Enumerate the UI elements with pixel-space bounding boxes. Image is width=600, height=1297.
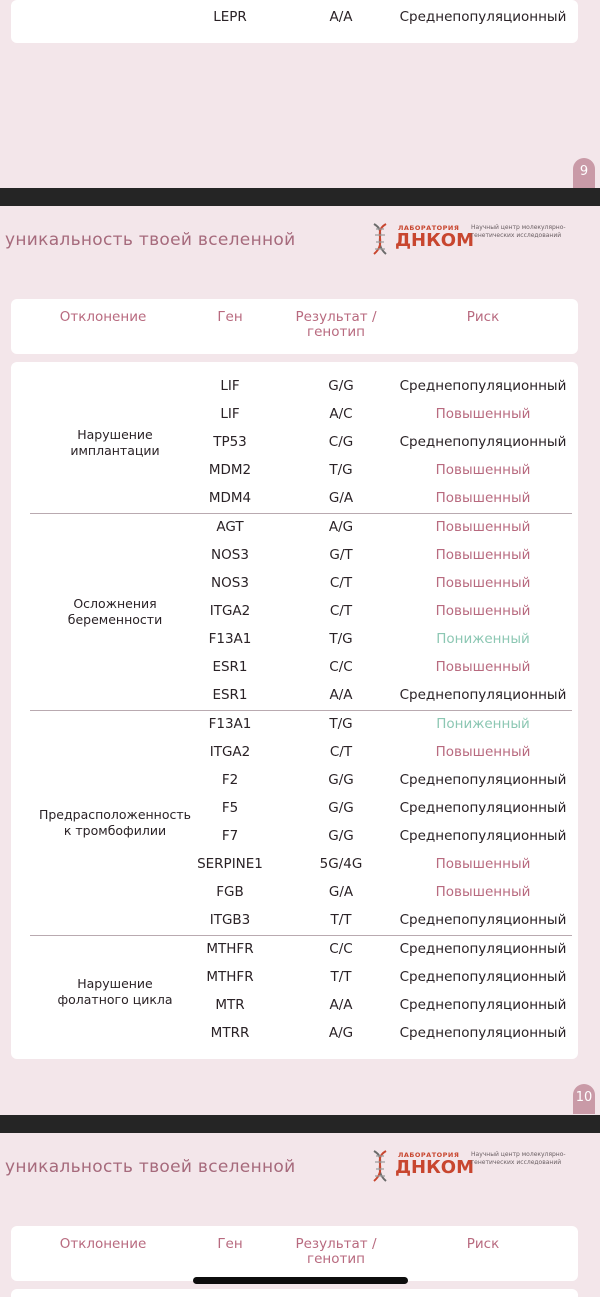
page-separator [0, 1115, 600, 1133]
logo-lab-text: ЛАБОРАТОРИЯ [398, 1151, 460, 1159]
header-result-line2: генотип [307, 1251, 365, 1267]
header-risk: Риск [466, 309, 500, 325]
lab-logo [368, 222, 568, 262]
header-gene: Ген [217, 1236, 243, 1252]
header-gene: Ген [217, 309, 243, 325]
page-slogan: уникальность твоей вселенной [5, 1157, 296, 1177]
header-deviation: Отклонение [59, 1236, 147, 1252]
page-number-badge: 10 [573, 1084, 595, 1114]
group-label: Предрасположенность к тромбофилии [38, 807, 192, 838]
group-divider [30, 710, 572, 711]
group-divider [30, 935, 572, 936]
logo-subtitle: Научный центр молекулярно-генетических исследований [471, 224, 566, 239]
home-indicator[interactable] [193, 1277, 408, 1284]
header-risk: Риск [466, 1236, 500, 1252]
logo-brand-text: ДНКОМ [395, 230, 475, 251]
page-number-badge: 9 [573, 158, 595, 188]
group-label: Нарушение фолатного цикла [57, 976, 173, 1007]
page-slogan: уникальность твоей вселенной [5, 230, 296, 250]
logo-lab-text: ЛАБОРАТОРИЯ [398, 224, 460, 232]
result-cell: A/A [329, 9, 353, 25]
group-label: Нарушение имплантации [70, 427, 160, 458]
header-deviation: Отклонение [59, 309, 147, 325]
table-header-card [11, 299, 578, 354]
logo-subtitle: Научный центр молекулярно-генетических исследований [471, 1151, 566, 1166]
group-divider [30, 513, 572, 514]
header-result-line1: Результат / [295, 309, 377, 325]
header-result-line2: генотип [307, 324, 365, 340]
risk-cell: Среднепопуляционный [399, 9, 567, 25]
dna-icon [368, 222, 394, 256]
lab-logo [368, 1149, 568, 1189]
previous-table-card [11, 0, 578, 43]
page-separator [0, 188, 600, 206]
dna-icon [368, 1149, 394, 1183]
logo-brand-text: ДНКОМ [395, 1157, 475, 1178]
header-result-line1: Результат / [295, 1236, 377, 1252]
gene-cell: LEPR [213, 9, 247, 25]
table-body-card: Нарушение имплантации LIF G/G Среднепопуляционный LIF A/C Повышенный TP53 C/G Среднепопуляционный MDM2 T/G Повышенный MDM4 G/A Повышенный Осложнения беременности AGT A/G Повышенный NOS3 G/T Повышенный NOS3 C/T Повышенный ITGA2 C/T Повышенный F13A1 T/G Пониженный ESR1 C/C Повышенный ESR1 A/A Среднепопуляционный Предрасположенность к тромбофилии F13A1 T/G Пониженный ITGA2 C/T Повышенный F2 G/G Среднепопуляционный F5 G/G Среднепопуляционный F7 G/G Среднепопуляционный SERPINE1 5G/4G Повышенный FGB G/A Повышенный ITGB3 T/T Среднепопуляционный Нарушение фолатного цикла MTHFR C/C Среднепопуляционный MTHFR T/T Среднепопуляционный MTR A/A Среднепопуляционный MTRR A/G Среднепопуляционный [11, 362, 578, 1059]
table-header-card [11, 1226, 578, 1281]
next-table-body-card [11, 1289, 578, 1297]
group-label: Осложнения беременности [67, 596, 163, 627]
